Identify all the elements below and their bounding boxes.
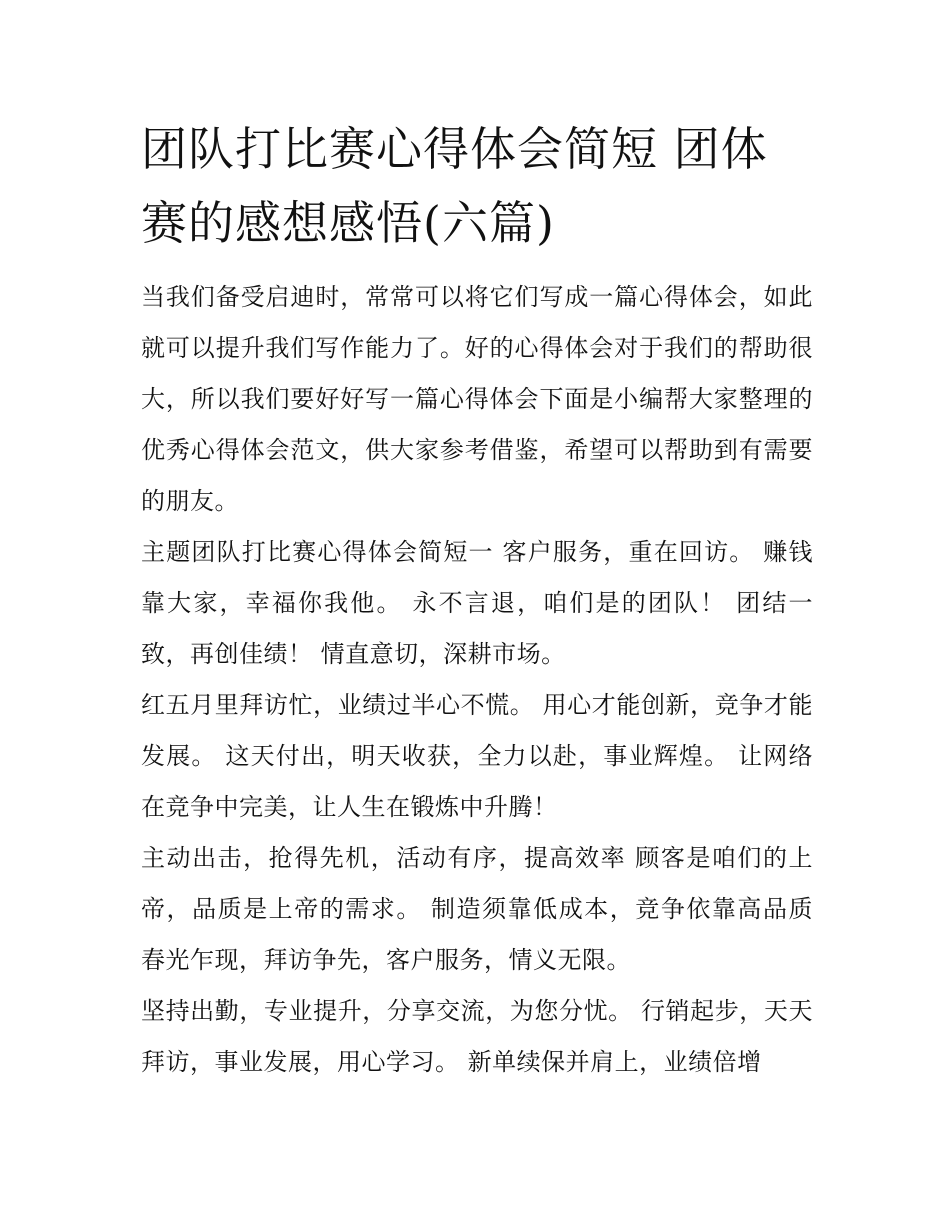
paragraph-2: 红五月里拜访忙，业绩过半心不慌。 用心才能创新，竞争才能发展。 这天付出，明天收获，全力以赴，事业辉煌。 让网络在竞争中完美，让人生在锻炼中升腾！ <box>141 691 813 821</box>
paragraph-3: 主动出击，抢得先机，活动有序，提高效率 顾客是咱们的上帝，品质是上帝的需求。 制造须靠低成本，竞争依靠高品质 春光乍现，拜访争先，客户服务，情义无限。 <box>141 844 813 974</box>
document-body <box>141 112 813 1088</box>
paragraph-1: 主题团队打比赛心得体会简短一 客户服务，重在回访。 赚钱靠大家，幸福你我他。 永不言退，咱们是的团队！ 团结一致，再创佳绩！ 情直意切，深耕市场。 <box>141 538 813 668</box>
paragraph-intro: 当我们备受启迪时，常常可以将它们写成一篇心得体会，如此就可以提升我们写作能力了。好的心得体会对于我们的帮助很大，所以我们要好好写一篇心得体会下面是小编帮大家整理的优秀心得体会范文，供大家参考借鉴，希望可以帮助到有需要的朋友。 <box>141 283 813 515</box>
document-title: 团队打比赛心得体会简短 团体赛的感想感悟(六篇) <box>141 122 768 250</box>
paragraph-4: 坚持出勤，专业提升，分享交流，为您分忧。 行销起步，天天拜访，事业发展，用心学习。 新单续保并肩上，业绩倍增 <box>141 997 813 1076</box>
